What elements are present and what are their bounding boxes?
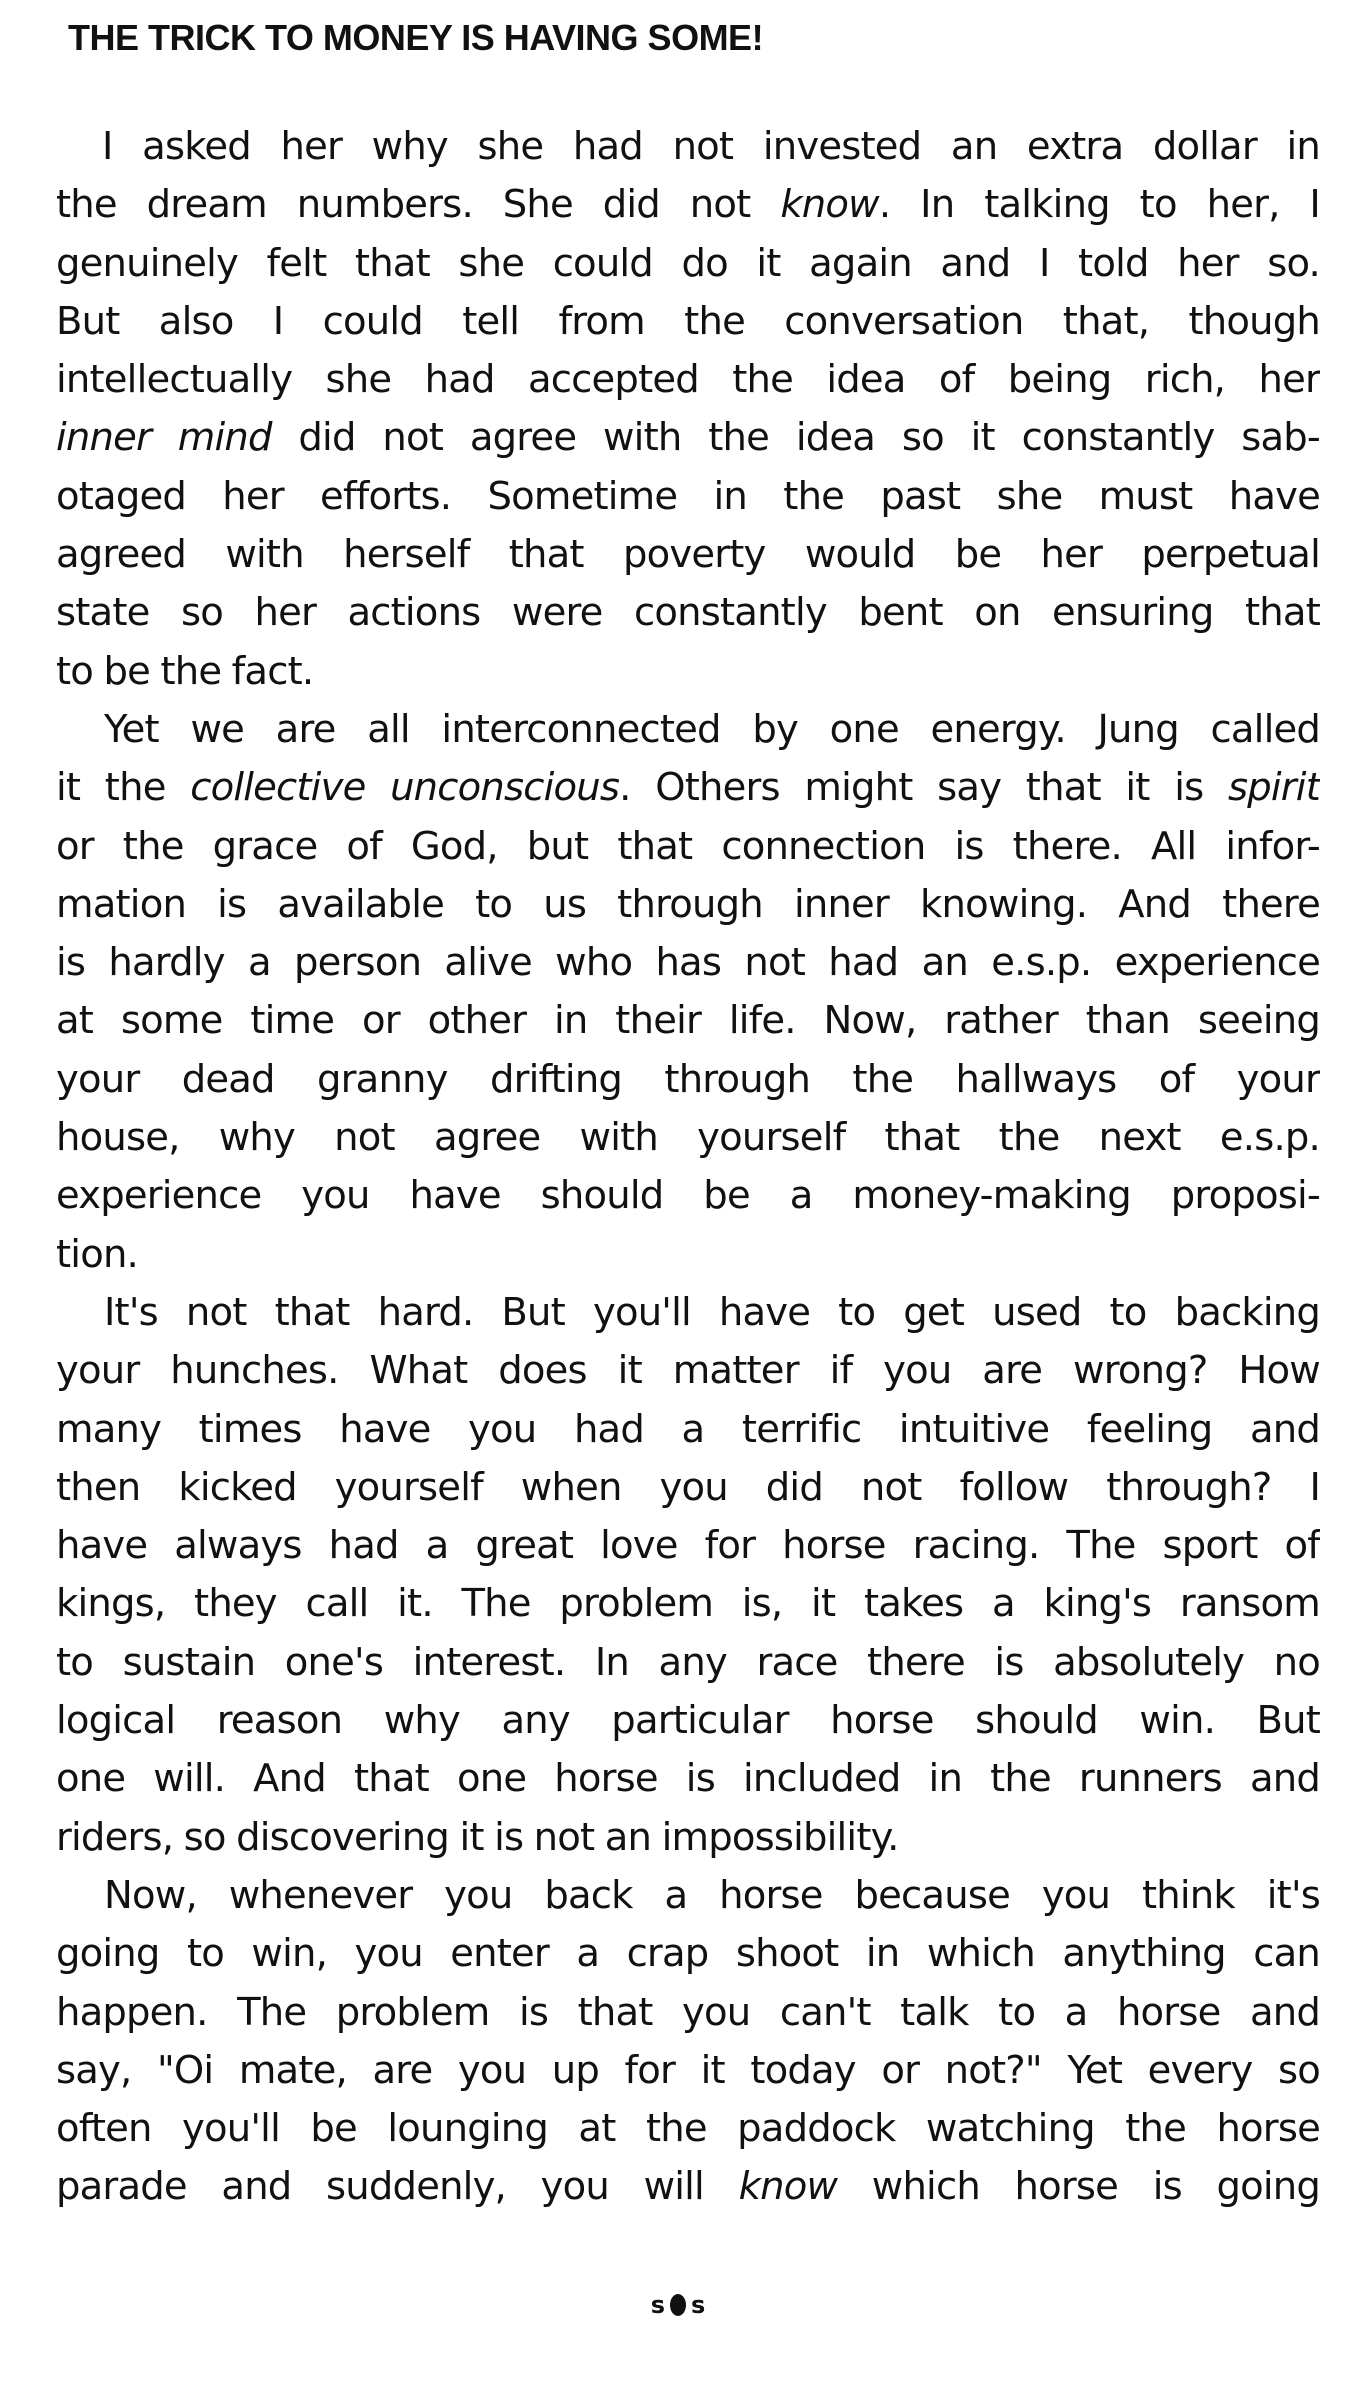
paragraph-line: happen. The problem is that you can't talk to a horse and [56,1989,1320,2035]
paragraph-line: is hardly a person alive who has not had an e.s.p. experience [56,940,1320,986]
paragraph-line: to be the fact. [56,648,314,694]
folio-left: s [650,2291,665,2319]
running-head: THE TRICK TO MONEY IS HAVING SOME! [68,17,764,58]
paragraph-line: going to win, you enter a crap shoot in which anything can [56,1931,1320,1977]
paragraph-line: agreed with herself that poverty would be her perpetual [56,532,1320,578]
paragraph-line: at some time or other in their life. Now, rather than seeing [56,998,1320,1044]
paragraph-line: it the collective unconscious. Others might say that it is spirit [56,765,1320,811]
folio-right: s [691,2291,706,2319]
paragraph-line: the dream numbers. She did not know. In talking to her, I [56,182,1320,228]
paragraph-line: intellectually she had accepted the idea of being rich, her [56,357,1320,403]
paragraph-line: kings, they call it. The problem is, it takes a king's ransom [56,1581,1320,1627]
paragraph-line: your hunches. What does it matter if you are wrong? How [56,1348,1320,1394]
paragraph-line: or the grace of God, but that connection is there. All infor- [56,823,1320,869]
paragraph-line: have always had a great love for horse racing. The sport of [56,1523,1320,1569]
paragraph-line: Yet we are all interconnected by one energy. Jung called [104,706,1320,752]
paragraph-line: I asked her why she had not invested an extra dollar in [102,124,1320,169]
page-folio [0,2290,1356,2320]
paragraph-line: your dead granny drifting through the hallways of your [56,1056,1320,1102]
paragraph-line: experience you have should be a money-making proposi- [56,1173,1320,1219]
paragraph-line: often you'll be lounging at the paddock watching the horse [56,2106,1320,2152]
body-text [56,118,1320,2217]
paragraph-line: one will. And that one horse is included in the runners and [56,1756,1320,1802]
paragraph-line: say, "Oi mate, are you up for it today or not?" Yet every so [56,2047,1320,2093]
paragraph-line: inner mind did not agree with the idea so it constantly sab- [56,415,1320,461]
paragraph-line: parade and suddenly, you will know which horse is going [56,2164,1320,2210]
paragraph-line: mation is available to us through inner knowing. And there [56,881,1320,927]
paragraph-line: many times have you had a terrific intuitive feeling and [56,1406,1320,1452]
paragraph-line: But also I could tell from the conversation that, though [56,298,1320,344]
folio-ornament [670,2294,686,2316]
paragraph-line: house, why not agree with yourself that the next e.s.p. [56,1115,1320,1161]
paragraph-line: tion. [56,1231,138,1277]
paragraph-line: genuinely felt that she could do it again and I told her so. [56,240,1320,286]
paragraph-line: then kicked yourself when you did not follow through? I [56,1464,1320,1510]
paragraph-line: state so her actions were constantly bent on ensuring that [56,590,1320,636]
paragraph-line: Now, whenever you back a horse because you think it's [104,1872,1320,1918]
paragraph-line: to sustain one's interest. In any race there is absolutely no [56,1639,1320,1685]
paragraph-line: riders, so discovering it is not an impossibility. [56,1814,899,1860]
paragraph-line: It's not that hard. But you'll have to get used to backing [104,1289,1320,1335]
paragraph-line: otaged her efforts. Sometime in the past she must have [56,473,1320,519]
paragraph-line: logical reason why any particular horse should win. But [56,1698,1320,1744]
